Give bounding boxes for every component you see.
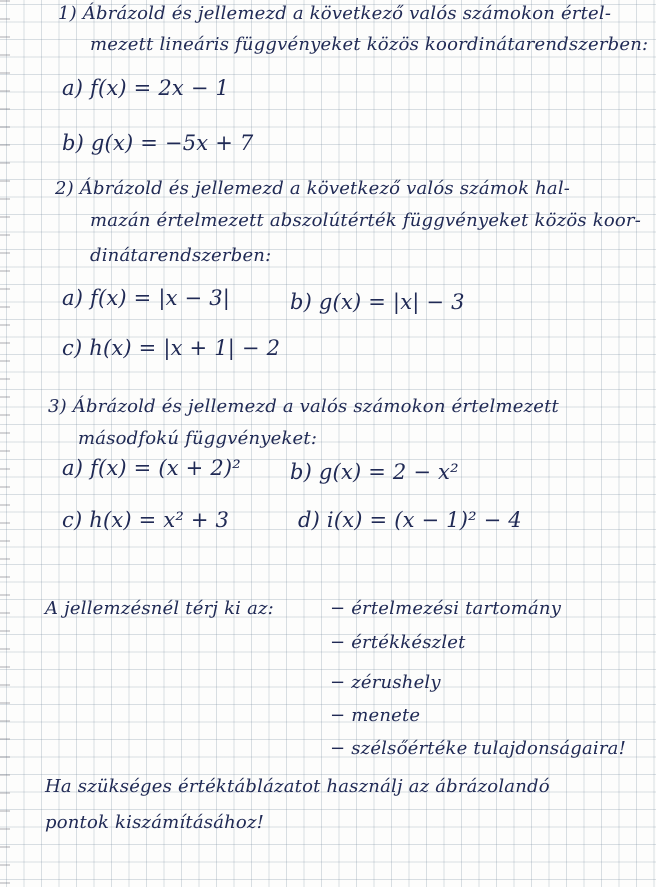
binding-margin — [0, 0, 10, 887]
notes-bullet-4: − menete — [330, 705, 421, 726]
section-3-item-a: a) f(x) = (x + 2)² — [62, 456, 241, 480]
notes-bullet-3: − zérushely — [330, 672, 441, 693]
section-3-item-c: c) h(x) = x² + 3 — [62, 508, 230, 532]
section-3-item-b: b) g(x) = 2 − x² — [290, 460, 459, 484]
notes-bullet-2: − értékkészlet — [330, 632, 466, 653]
section-1-item-b: b) g(x) = −5x + 7 — [62, 131, 254, 155]
section-2-line-2: mazán értelmezett abszolútérték függvényeket közös koor- — [90, 210, 641, 231]
section-2-item-c: c) h(x) = |x + 1| − 2 — [62, 336, 281, 360]
section-1-item-a: a) f(x) = 2x − 1 — [62, 76, 230, 100]
section-3-line-2: másodfokú függvényeket: — [78, 428, 318, 449]
notes-closing-line-1: Ha szükséges értéktáblázatot használj az ábrázolandó — [45, 776, 550, 797]
section-2-line-1: 2) Ábrázold és jellemezd a következő valós számok hal- — [55, 178, 571, 199]
notes-intro: A jellemzésnél térj ki az: — [45, 598, 274, 619]
section-2-item-b: b) g(x) = |x| − 3 — [290, 290, 465, 314]
section-3-item-d: d) i(x) = (x − 1)² − 4 — [298, 508, 522, 532]
notes-closing-line-2: pontok kiszámításához! — [45, 812, 265, 833]
section-1-line-2: mezett lineáris függvényeket közös koordinátarendszerben: — [90, 34, 649, 55]
section-3-line-1: 3) Ábrázold és jellemezd a valós számokon értelmezett — [48, 396, 559, 417]
section-1-line-1: 1) Ábrázold és jellemezd a következő valós számokon értel- — [58, 3, 612, 24]
section-2-line-3: dinátarendszerben: — [90, 245, 272, 266]
notes-bullet-5: − szélsőértéke tulajdonságaira! — [330, 738, 627, 759]
section-2-item-a: a) f(x) = |x − 3| — [62, 286, 231, 310]
notes-bullet-1: − értelmezési tartomány — [330, 598, 562, 619]
